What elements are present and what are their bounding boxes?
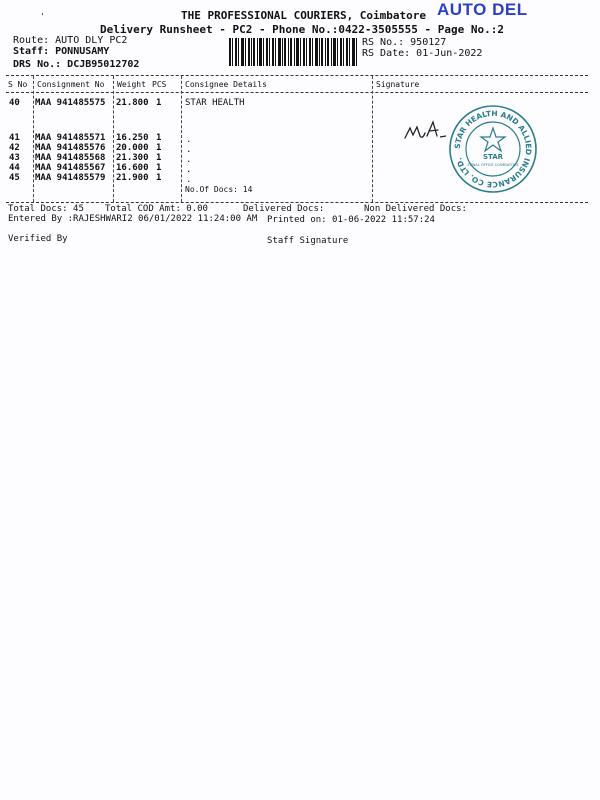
entered-by: Entered By :RAJESHWARI2 06/01/2022 11:24:00 AM — [8, 214, 258, 224]
row-consignee: . — [186, 165, 192, 175]
printed-on: Printed on: 01-06-2022 11:57:24 — [267, 215, 435, 225]
seal-center-text: STAR — [482, 153, 504, 161]
header-pcs: PCS — [152, 80, 167, 89]
row-sno: 42 — [9, 143, 20, 153]
row-consignment: MAA 941485571 — [35, 133, 106, 143]
header-consignment: Consignment No — [37, 80, 105, 89]
company-seal-icon — [448, 104, 538, 194]
row-weight: 16.600 — [116, 163, 149, 173]
staff-signature-label: Staff Signature — [267, 236, 349, 246]
no-of-docs: No.Of Docs: 14 — [185, 185, 253, 194]
row-sno: 40 — [9, 98, 20, 108]
header-signature: Signature — [376, 80, 420, 89]
row-consignee: STAR HEALTH — [185, 98, 245, 108]
rs-number: RS No.: 950127 — [362, 37, 447, 48]
row-sno: 43 — [9, 153, 20, 163]
row-group — [7, 133, 207, 183]
header-weight: Weight — [117, 80, 146, 89]
row-pcs: 1 — [156, 98, 162, 108]
auto-delivery-stamp: AUTO DEL — [437, 0, 528, 19]
drs-number: DRS No.: DCJB95012702 — [13, 59, 140, 70]
row-pcs: 1 — [156, 153, 162, 163]
row-pcs: 1 — [156, 163, 162, 173]
non-delivered-docs: Non Delivered Docs: — [364, 204, 467, 214]
row-sno: 45 — [9, 173, 20, 183]
handwritten-signature — [402, 116, 452, 146]
column-divider — [372, 76, 373, 202]
row-consignee: . — [186, 135, 192, 145]
staff-label: Staff: PONNUSAMY — [13, 46, 110, 57]
row-weight: 16.250 — [116, 133, 149, 143]
row-consignment: MAA 941485575 — [35, 98, 106, 108]
table-bottom-rule — [6, 202, 588, 203]
row-pcs: 1 — [156, 173, 162, 183]
total-cod: Total COD Amt: 0.00 — [105, 204, 208, 214]
row-consignment: MAA 941485576 — [35, 143, 106, 153]
row-consignment: MAA 941485567 — [35, 163, 106, 173]
row-weight: 21.300 — [116, 153, 149, 163]
table-top-rule — [6, 75, 588, 76]
svg-text:STAR HEALTH AND ALLIED INSURAN — [453, 109, 533, 189]
row-consignment: MAA 941485568 — [35, 153, 106, 163]
delivered-docs: Delivered Docs: — [243, 204, 325, 214]
row-pcs: 1 — [156, 143, 162, 153]
verified-by: Verified By — [8, 234, 68, 244]
seal-sub-text: ZONAL OFFICE COIMBATORE — [467, 163, 519, 167]
row-weight: 20.000 — [116, 143, 149, 153]
header-consignee: Consignee Details — [185, 80, 267, 89]
route-label: Route: AUTO DLY PC2 — [13, 35, 128, 46]
row-consignment: MAA 941485579 — [35, 173, 106, 183]
table-header-rule — [6, 92, 588, 93]
company-name: THE PROFESSIONAL COURIERS, Coimbatore — [181, 9, 427, 22]
row-consignee: . — [186, 175, 192, 185]
row-weight: 21.900 — [116, 173, 149, 183]
runsheet-subtitle: Delivery Runsheet - PC2 - Phone No.:0422-3505555 - Page No.:2 — [100, 23, 504, 36]
header-sno: S No — [8, 80, 28, 89]
row-sno: 41 — [9, 133, 20, 143]
seal-ring-text: STAR HEALTH AND ALLIED INSURANCE CO. LTD. — [452, 108, 534, 190]
barcode-icon — [229, 38, 357, 66]
total-docs: Total Docs: 45 — [8, 204, 84, 214]
row-consignee: . — [186, 155, 192, 165]
row-weight: 21.800 — [116, 98, 149, 108]
row-consignee: . — [186, 145, 192, 155]
stray-mark: ' — [40, 12, 45, 21]
row-pcs: 1 — [156, 133, 162, 143]
rs-date: RS Date: 01-Jun-2022 — [362, 48, 483, 59]
row-sno: 44 — [9, 163, 20, 173]
